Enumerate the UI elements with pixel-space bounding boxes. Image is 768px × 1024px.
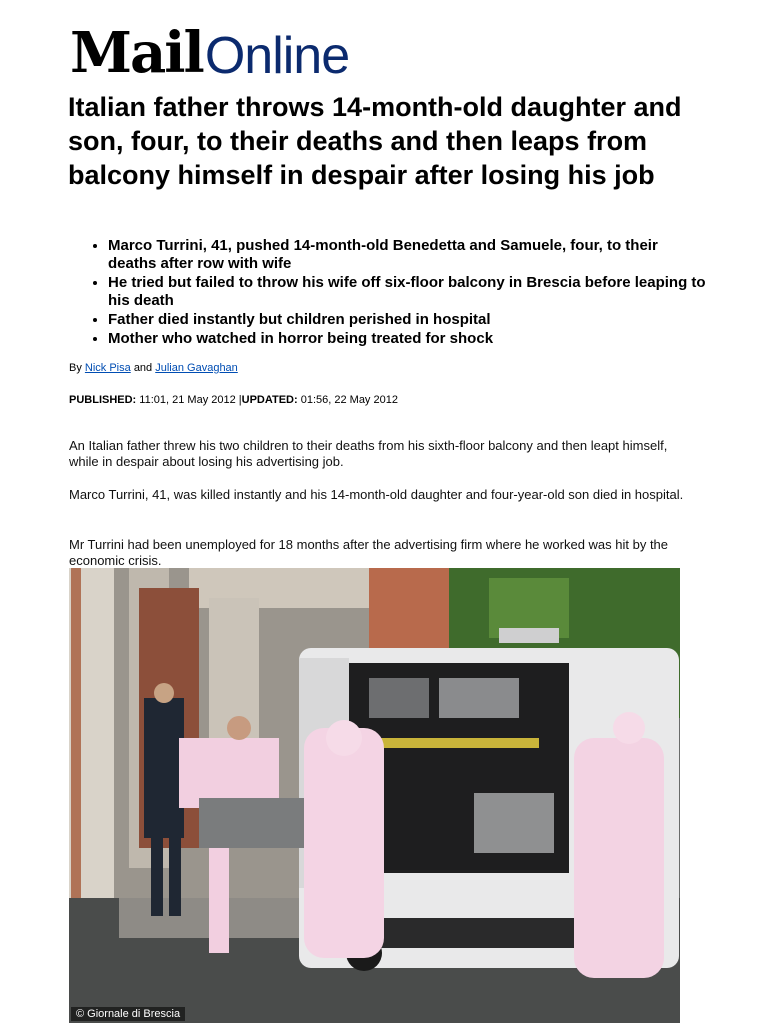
article-summary-bullets (90, 237, 708, 349)
photo-illustration (69, 568, 680, 1023)
photo-credit: © Giornale di Brescia (71, 1007, 185, 1021)
logo-online-text: Online (204, 27, 350, 85)
published-label: PUBLISHED: (69, 394, 137, 406)
summary-bullet: • He tried but failed to throw his wife off six-floor balcony in Brescia before leaping to his death (108, 274, 708, 310)
article-paragraph: An Italian father threw his two children to their deaths from his sixth-floor balcony and then leapt himself, while in despair about losing his advertising job. (69, 438, 668, 469)
summary-bullet: • Marco Turrini, 41, pushed 14-month-old Benedetta and Samuele, four, to their deaths after row with wife (108, 237, 708, 273)
summary-bullet: • Father died instantly but children perished in hospital (108, 311, 708, 329)
article-paragraph: Marco Turrini, 41, was killed instantly and his 14-month-old daughter and four-year-old son died in hospital. (69, 487, 684, 502)
updated-label: UPDATED: (241, 394, 298, 406)
article-headline: Italian father throws 14-month-old daughter and son, four, to their deaths and then leaps from balcony himself in despair after losing his job (68, 92, 682, 190)
article-photo[interactable] (69, 568, 680, 1023)
mailonline-logo[interactable] (70, 20, 349, 84)
published-value: 11:01, 21 May 2012 (139, 394, 236, 406)
pubinfo-separator: | (238, 394, 242, 406)
summary-bullet: • Mother who watched in horror being treated for shock (108, 330, 708, 348)
byline-prefix: By (69, 362, 82, 374)
logo-mail-text: Mail (70, 20, 203, 86)
byline-and: and (133, 362, 153, 374)
publication-info (69, 394, 398, 406)
byline (69, 362, 238, 374)
author-link-julian-gavaghan[interactable]: Julian Gavaghan (155, 362, 238, 374)
updated-value: 01:56, 22 May 2012 (300, 394, 398, 406)
author-link-nick-pisa[interactable]: Nick Pisa (84, 362, 131, 374)
article-paragraph: Mr Turrini had been unemployed for 18 months after the advertising firm where he worked was hit by the economic crisis. (69, 537, 669, 568)
